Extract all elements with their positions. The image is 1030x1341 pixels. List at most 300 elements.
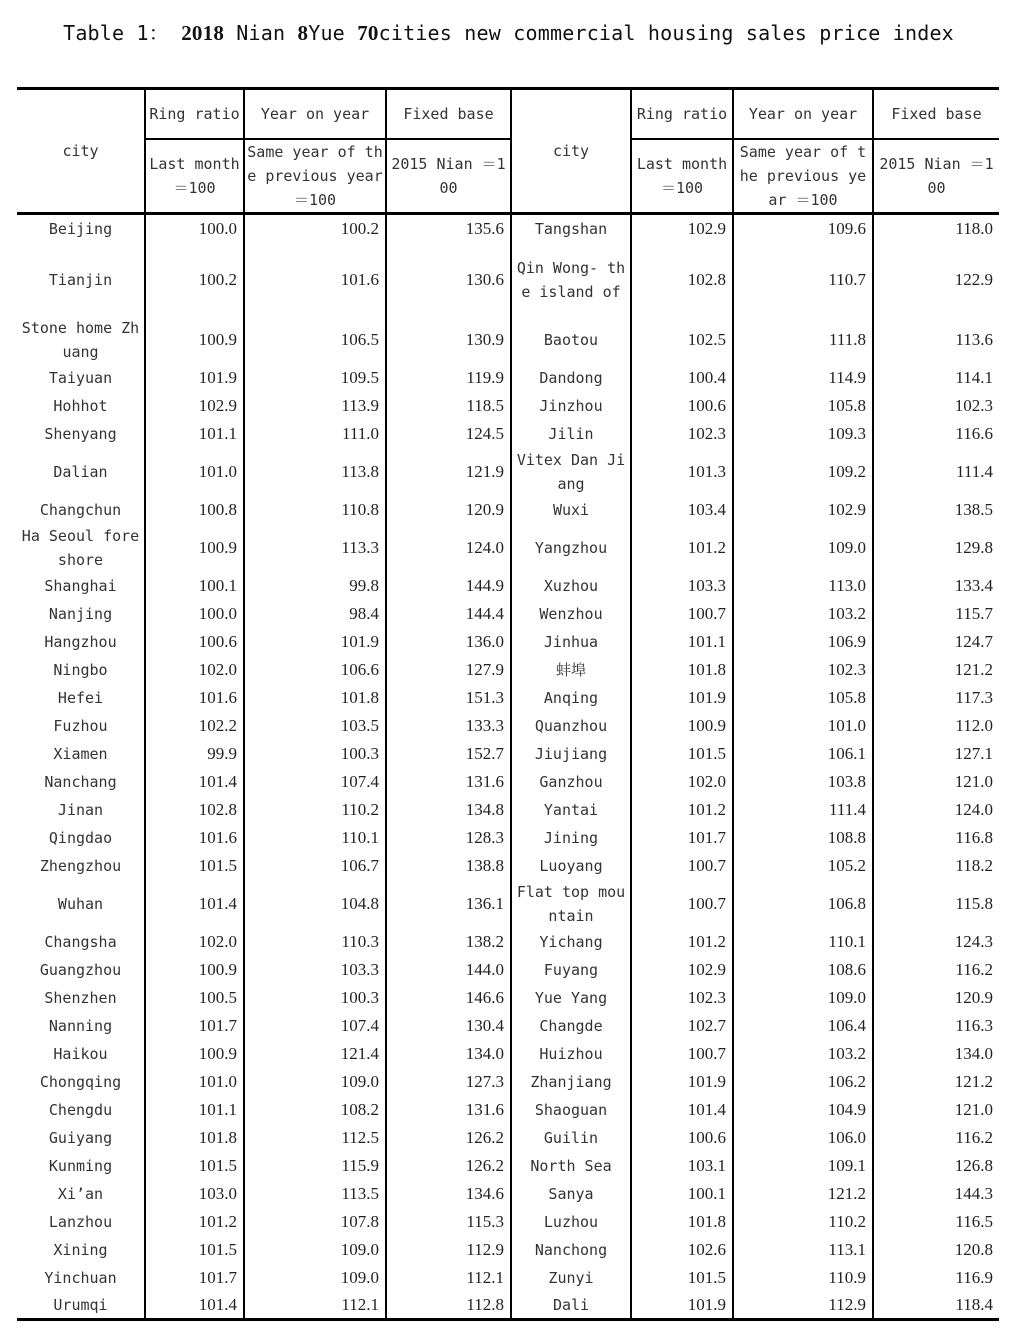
- table-row: [17, 712, 999, 740]
- left-year-on-year-cell: 104.8: [244, 880, 386, 928]
- right-year-on-year-cell: 106.8: [733, 880, 873, 928]
- right-city-cell: Changde: [511, 1012, 631, 1040]
- left-city-cell: Ha Seoul foreshore: [21, 526, 140, 569]
- right-ring-ratio-cell: 102.5: [631, 316, 733, 364]
- right-fixed-base-cell: 116.5: [873, 1208, 999, 1236]
- right-ring-ratio-cell: 101.5: [631, 740, 733, 768]
- right-city-cell: Zhanjiang: [511, 1068, 631, 1096]
- table-row: [17, 1096, 999, 1124]
- left-city-cell: Guiyang: [48, 1128, 113, 1147]
- table-row: [17, 496, 999, 524]
- table-row: [17, 448, 999, 496]
- table-row: [17, 244, 999, 316]
- table-row: [17, 600, 999, 628]
- left-year-on-year-cell: 100.3: [244, 740, 386, 768]
- right-city-cell: North Sea: [511, 1152, 631, 1180]
- right-fixed-base-cell: 121.2: [873, 656, 999, 684]
- right-year-on-year-cell: 104.9: [733, 1096, 873, 1124]
- right-city-cell: Xuzhou: [511, 572, 631, 600]
- right-ring-ratio-cell: 102.9: [631, 214, 733, 244]
- right-city-cell: Fuyang: [511, 956, 631, 984]
- left-city-cell: Chongqing: [39, 1072, 122, 1091]
- right-city-cell: Dali: [511, 1292, 631, 1320]
- right-year-on-year-cell: 102.9: [733, 496, 873, 524]
- left-fixed-base-cell: 131.6: [386, 1096, 511, 1124]
- table-row: [17, 824, 999, 852]
- right-year-on-year-cell: 109.0: [733, 984, 873, 1012]
- header-fixed-base-left: Fixed base: [386, 89, 511, 140]
- left-city-cell: Dalian: [53, 462, 108, 481]
- header-base-2015-left: 2015 Nian ＝100: [386, 139, 511, 214]
- left-year-on-year-cell: 110.2: [244, 796, 386, 824]
- right-ring-ratio-cell: 101.2: [631, 796, 733, 824]
- left-city-cell: Chengdu: [48, 1100, 113, 1119]
- right-city-cell: Tangshan: [511, 214, 631, 244]
- left-ring-ratio-cell: 101.6: [145, 684, 244, 712]
- right-ring-ratio-cell: 100.7: [631, 852, 733, 880]
- right-fixed-base-cell: 121.0: [873, 768, 999, 796]
- left-ring-ratio-cell: 101.4: [145, 1292, 244, 1320]
- table-row: [17, 1040, 999, 1068]
- right-ring-ratio-cell: 101.9: [631, 1292, 733, 1320]
- left-city-cell: Guangzhou: [39, 960, 122, 979]
- right-ring-ratio-cell: 100.7: [631, 880, 733, 928]
- left-city-cell: Urumqi: [53, 1295, 108, 1314]
- left-fixed-base-cell: 146.6: [386, 984, 511, 1012]
- left-city-cell: Hefei: [57, 688, 104, 707]
- right-ring-ratio-cell: 103.4: [631, 496, 733, 524]
- table-row: [17, 1152, 999, 1180]
- left-year-on-year-cell: 103.5: [244, 712, 386, 740]
- left-year-on-year-cell: 101.8: [244, 684, 386, 712]
- table-row: [17, 852, 999, 880]
- right-fixed-base-cell: 111.4: [873, 448, 999, 496]
- left-city-cell: Tianjin: [48, 270, 113, 289]
- table-row: [17, 1264, 999, 1292]
- left-year-on-year-cell: 109.0: [244, 1236, 386, 1264]
- left-year-on-year-cell: 107.8: [244, 1208, 386, 1236]
- right-fixed-base-cell: 118.2: [873, 852, 999, 880]
- right-ring-ratio-cell: 101.9: [631, 684, 733, 712]
- right-city-cell: Jinzhou: [511, 392, 631, 420]
- left-year-on-year-cell: 106.7: [244, 852, 386, 880]
- left-city-cell: Xi’an: [57, 1184, 104, 1203]
- left-year-on-year-cell: 106.5: [244, 316, 386, 364]
- right-fixed-base-cell: 116.6: [873, 420, 999, 448]
- left-ring-ratio-cell: 101.9: [145, 364, 244, 392]
- right-fixed-base-cell: 117.3: [873, 684, 999, 712]
- left-year-on-year-cell: 112.5: [244, 1124, 386, 1152]
- left-year-on-year-cell: 107.4: [244, 1012, 386, 1040]
- right-ring-ratio-cell: 101.2: [631, 928, 733, 956]
- table-row: [17, 524, 999, 572]
- left-fixed-base-cell: 144.9: [386, 572, 511, 600]
- right-fixed-base-cell: 134.0: [873, 1040, 999, 1068]
- right-fixed-base-cell: 122.9: [873, 244, 999, 316]
- left-fixed-base-cell: 134.6: [386, 1180, 511, 1208]
- left-fixed-base-cell: 121.9: [386, 448, 511, 496]
- right-city-cell: Jining: [511, 824, 631, 852]
- table-row: [17, 420, 999, 448]
- left-fixed-base-cell: 120.9: [386, 496, 511, 524]
- right-city-cell: Yantai: [511, 796, 631, 824]
- table-row: [17, 1068, 999, 1096]
- table-row: [17, 572, 999, 600]
- left-year-on-year-cell: 98.4: [244, 600, 386, 628]
- right-fixed-base-cell: 115.8: [873, 880, 999, 928]
- right-year-on-year-cell: 108.6: [733, 956, 873, 984]
- table-row: [17, 684, 999, 712]
- left-fixed-base-cell: 130.6: [386, 244, 511, 316]
- left-year-on-year-cell: 110.3: [244, 928, 386, 956]
- right-year-on-year-cell: 106.1: [733, 740, 873, 768]
- right-fixed-base-cell: 115.7: [873, 600, 999, 628]
- left-ring-ratio-cell: 99.9: [145, 740, 244, 768]
- table-row: [17, 928, 999, 956]
- left-year-on-year-cell: 112.1: [244, 1292, 386, 1320]
- right-year-on-year-cell: 105.8: [733, 684, 873, 712]
- right-ring-ratio-cell: 101.5: [631, 1264, 733, 1292]
- left-city-cell: Yinchuan: [44, 1268, 117, 1287]
- right-year-on-year-cell: 109.2: [733, 448, 873, 496]
- left-ring-ratio-cell: 100.9: [145, 1040, 244, 1068]
- left-city-cell: Shenzhen: [44, 988, 117, 1007]
- right-fixed-base-cell: 121.2: [873, 1068, 999, 1096]
- left-city-cell: Stone home Zhuang: [21, 318, 140, 361]
- right-year-on-year-cell: 112.9: [733, 1292, 873, 1320]
- right-year-on-year-cell: 103.2: [733, 600, 873, 628]
- right-year-on-year-cell: 110.9: [733, 1264, 873, 1292]
- right-city-cell: Yue Yang: [511, 984, 631, 1012]
- header-same-year-left: Same year of the previous year ＝100: [244, 139, 386, 214]
- right-city-cell: Yichang: [511, 928, 631, 956]
- left-fixed-base-cell: 138.2: [386, 928, 511, 956]
- right-ring-ratio-cell: 101.3: [631, 448, 733, 496]
- left-fixed-base-cell: 136.0: [386, 628, 511, 656]
- right-city-cell: Anqing: [511, 684, 631, 712]
- left-fixed-base-cell: 126.2: [386, 1124, 511, 1152]
- right-year-on-year-cell: 103.2: [733, 1040, 873, 1068]
- left-city-cell: Haikou: [53, 1044, 108, 1063]
- right-fixed-base-cell: 118.4: [873, 1292, 999, 1320]
- left-year-on-year-cell: 113.8: [244, 448, 386, 496]
- left-fixed-base-cell: 119.9: [386, 364, 511, 392]
- right-ring-ratio-cell: 102.0: [631, 768, 733, 796]
- right-year-on-year-cell: 114.9: [733, 364, 873, 392]
- left-city-cell: Zhengzhou: [39, 856, 122, 875]
- right-city-cell: Nanchong: [511, 1236, 631, 1264]
- right-ring-ratio-cell: 102.3: [631, 420, 733, 448]
- right-ring-ratio-cell: 101.2: [631, 524, 733, 572]
- left-year-on-year-cell: 109.0: [244, 1264, 386, 1292]
- right-city-cell: Vitex Dan Jiang: [511, 448, 631, 496]
- left-ring-ratio-cell: 100.5: [145, 984, 244, 1012]
- right-year-on-year-cell: 113.0: [733, 572, 873, 600]
- right-ring-ratio-cell: 100.6: [631, 1124, 733, 1152]
- left-city-cell: Qingdao: [48, 828, 113, 847]
- right-city-cell: Jinhua: [511, 628, 631, 656]
- left-year-on-year-cell: 106.6: [244, 656, 386, 684]
- left-year-on-year-cell: 115.9: [244, 1152, 386, 1180]
- right-fixed-base-cell: 127.1: [873, 740, 999, 768]
- table-body: [17, 214, 999, 1320]
- left-city-cell: Xining: [53, 1240, 108, 1259]
- right-ring-ratio-cell: 101.9: [631, 1068, 733, 1096]
- right-city-cell: Quanzhou: [511, 712, 631, 740]
- left-ring-ratio-cell: 102.2: [145, 712, 244, 740]
- header-city-right: city: [511, 89, 631, 214]
- left-ring-ratio-cell: 102.0: [145, 928, 244, 956]
- header-city-left: city: [17, 89, 145, 214]
- left-ring-ratio-cell: 103.0: [145, 1180, 244, 1208]
- header-year-on-year-left: Year on year: [244, 89, 386, 140]
- table-row: [17, 796, 999, 824]
- right-fixed-base-cell: 116.8: [873, 824, 999, 852]
- right-city-cell: Wuxi: [511, 496, 631, 524]
- right-ring-ratio-cell: 101.4: [631, 1096, 733, 1124]
- right-ring-ratio-cell: 101.8: [631, 1208, 733, 1236]
- left-ring-ratio-cell: 101.0: [145, 1068, 244, 1096]
- table-row: [17, 956, 999, 984]
- right-ring-ratio-cell: 102.8: [631, 244, 733, 316]
- table-row: [17, 1208, 999, 1236]
- right-year-on-year-cell: 110.2: [733, 1208, 873, 1236]
- right-city-cell: Ganzhou: [511, 768, 631, 796]
- right-fixed-base-cell: 120.9: [873, 984, 999, 1012]
- left-city-cell: Changchun: [39, 500, 122, 519]
- left-city-cell: Ningbo: [53, 660, 108, 679]
- left-fixed-base-cell: 127.9: [386, 656, 511, 684]
- right-fixed-base-cell: 138.5: [873, 496, 999, 524]
- right-city-cell: Luzhou: [511, 1208, 631, 1236]
- left-ring-ratio-cell: 101.7: [145, 1012, 244, 1040]
- right-ring-ratio-cell: 102.7: [631, 1012, 733, 1040]
- right-city-cell: Flat top mountain: [511, 880, 631, 928]
- right-ring-ratio-cell: 101.8: [631, 656, 733, 684]
- header-year-on-year-right: Year on year: [733, 89, 873, 140]
- right-city-cell: Huizhou: [511, 1040, 631, 1068]
- left-year-on-year-cell: 110.1: [244, 824, 386, 852]
- left-year-on-year-cell: 121.4: [244, 1040, 386, 1068]
- right-ring-ratio-cell: 102.6: [631, 1236, 733, 1264]
- left-year-on-year-cell: 109.5: [244, 364, 386, 392]
- header-last-month-right: Last month ＝100: [631, 139, 733, 214]
- table-row: [17, 628, 999, 656]
- left-city-cell: Beijing: [48, 220, 113, 239]
- right-ring-ratio-cell: 103.3: [631, 572, 733, 600]
- right-ring-ratio-cell: 100.6: [631, 392, 733, 420]
- right-city-cell: Jilin: [511, 420, 631, 448]
- left-ring-ratio-cell: 100.9: [145, 956, 244, 984]
- header-last-month-left: Last month ＝100: [145, 139, 244, 214]
- left-city-cell: Shenyang: [44, 424, 117, 443]
- left-fixed-base-cell: 112.8: [386, 1292, 511, 1320]
- left-year-on-year-cell: 107.4: [244, 768, 386, 796]
- right-year-on-year-cell: 110.1: [733, 928, 873, 956]
- right-fixed-base-cell: 124.0: [873, 796, 999, 824]
- left-ring-ratio-cell: 102.0: [145, 656, 244, 684]
- right-fixed-base-cell: 144.3: [873, 1180, 999, 1208]
- table-row: [17, 1180, 999, 1208]
- left-fixed-base-cell: 151.3: [386, 684, 511, 712]
- left-fixed-base-cell: 134.8: [386, 796, 511, 824]
- right-ring-ratio-cell: 100.1: [631, 1180, 733, 1208]
- left-year-on-year-cell: 101.9: [244, 628, 386, 656]
- left-fixed-base-cell: 144.4: [386, 600, 511, 628]
- table-row: [17, 214, 999, 244]
- left-year-on-year-cell: 100.3: [244, 984, 386, 1012]
- header-base-2015-right: 2015 Nian ＝100: [873, 139, 999, 214]
- left-fixed-base-cell: 135.6: [386, 214, 511, 244]
- right-year-on-year-cell: 102.3: [733, 656, 873, 684]
- table-row: [17, 1236, 999, 1264]
- right-year-on-year-cell: 113.1: [733, 1236, 873, 1264]
- left-city-cell: Hangzhou: [44, 632, 117, 651]
- left-ring-ratio-cell: 100.1: [145, 572, 244, 600]
- left-city-cell: Shanghai: [44, 576, 117, 595]
- left-fixed-base-cell: 134.0: [386, 1040, 511, 1068]
- left-fixed-base-cell: 112.9: [386, 1236, 511, 1264]
- right-year-on-year-cell: 121.2: [733, 1180, 873, 1208]
- right-ring-ratio-cell: 103.1: [631, 1152, 733, 1180]
- left-fixed-base-cell: 144.0: [386, 956, 511, 984]
- left-fixed-base-cell: 138.8: [386, 852, 511, 880]
- table-row: [17, 1292, 999, 1320]
- left-fixed-base-cell: 136.1: [386, 880, 511, 928]
- left-year-on-year-cell: 113.5: [244, 1180, 386, 1208]
- right-year-on-year-cell: 108.8: [733, 824, 873, 852]
- right-fixed-base-cell: 112.0: [873, 712, 999, 740]
- table-row: [17, 768, 999, 796]
- right-year-on-year-cell: 109.0: [733, 524, 873, 572]
- right-ring-ratio-cell: 102.3: [631, 984, 733, 1012]
- right-ring-ratio-cell: 100.7: [631, 600, 733, 628]
- left-city-cell: Nanning: [48, 1016, 113, 1035]
- right-ring-ratio-cell: 101.1: [631, 628, 733, 656]
- right-fixed-base-cell: 124.7: [873, 628, 999, 656]
- title-year: 2018: [181, 21, 225, 45]
- right-fixed-base-cell: 116.2: [873, 956, 999, 984]
- left-ring-ratio-cell: 101.5: [145, 852, 244, 880]
- right-city-cell: Shaoguan: [511, 1096, 631, 1124]
- left-city-cell: Wuhan: [57, 894, 104, 913]
- left-fixed-base-cell: 152.7: [386, 740, 511, 768]
- right-fixed-base-cell: 116.2: [873, 1124, 999, 1152]
- right-year-on-year-cell: 106.0: [733, 1124, 873, 1152]
- right-city-cell: Wenzhou: [511, 600, 631, 628]
- header-ring-ratio-right: Ring ratio: [631, 89, 733, 140]
- right-city-cell: Luoyang: [511, 852, 631, 880]
- left-ring-ratio-cell: 100.2: [145, 244, 244, 316]
- right-year-on-year-cell: 109.6: [733, 214, 873, 244]
- left-year-on-year-cell: 103.3: [244, 956, 386, 984]
- title-count: 70: [357, 21, 379, 45]
- left-fixed-base-cell: 130.9: [386, 316, 511, 364]
- right-city-cell: Qin Wong- the island of: [511, 244, 631, 316]
- right-city-cell: Dandong: [511, 364, 631, 392]
- right-ring-ratio-cell: 100.9: [631, 712, 733, 740]
- left-year-on-year-cell: 113.3: [244, 524, 386, 572]
- right-city-cell: 蚌埠: [511, 656, 631, 684]
- title-prefix: Table 1：: [63, 21, 169, 45]
- right-city-cell: Jiujiang: [511, 740, 631, 768]
- header-fixed-base-right: Fixed base: [873, 89, 999, 140]
- right-year-on-year-cell: 110.7: [733, 244, 873, 316]
- right-year-on-year-cell: 101.0: [733, 712, 873, 740]
- table-row: [17, 656, 999, 684]
- right-year-on-year-cell: 106.2: [733, 1068, 873, 1096]
- right-fixed-base-cell: 118.0: [873, 214, 999, 244]
- right-year-on-year-cell: 106.4: [733, 1012, 873, 1040]
- right-city-cell: Guilin: [511, 1124, 631, 1152]
- table-row: [17, 364, 999, 392]
- left-ring-ratio-cell: 101.8: [145, 1124, 244, 1152]
- left-ring-ratio-cell: 101.5: [145, 1152, 244, 1180]
- left-fixed-base-cell: 118.5: [386, 392, 511, 420]
- left-ring-ratio-cell: 101.6: [145, 824, 244, 852]
- left-fixed-base-cell: 131.6: [386, 768, 511, 796]
- right-year-on-year-cell: 103.8: [733, 768, 873, 796]
- left-ring-ratio-cell: 100.6: [145, 628, 244, 656]
- left-ring-ratio-cell: 100.8: [145, 496, 244, 524]
- price-index-table: [17, 87, 999, 1321]
- table-row: [17, 740, 999, 768]
- left-ring-ratio-cell: 102.8: [145, 796, 244, 824]
- left-year-on-year-cell: 111.0: [244, 420, 386, 448]
- table-row: [17, 984, 999, 1012]
- left-ring-ratio-cell: 101.2: [145, 1208, 244, 1236]
- right-year-on-year-cell: 109.3: [733, 420, 873, 448]
- table-row: [17, 880, 999, 928]
- left-fixed-base-cell: 124.5: [386, 420, 511, 448]
- right-fixed-base-cell: 129.8: [873, 524, 999, 572]
- left-year-on-year-cell: 99.8: [244, 572, 386, 600]
- right-fixed-base-cell: 102.3: [873, 392, 999, 420]
- title-nian: Nian: [236, 21, 286, 45]
- left-ring-ratio-cell: 101.7: [145, 1264, 244, 1292]
- left-fixed-base-cell: 130.4: [386, 1012, 511, 1040]
- left-year-on-year-cell: 101.6: [244, 244, 386, 316]
- right-city-cell: Zunyi: [511, 1264, 631, 1292]
- left-city-cell: Fuzhou: [53, 716, 108, 735]
- right-fixed-base-cell: 121.0: [873, 1096, 999, 1124]
- right-year-on-year-cell: 105.2: [733, 852, 873, 880]
- right-ring-ratio-cell: 101.7: [631, 824, 733, 852]
- left-fixed-base-cell: 126.2: [386, 1152, 511, 1180]
- left-ring-ratio-cell: 102.9: [145, 392, 244, 420]
- right-ring-ratio-cell: 100.4: [631, 364, 733, 392]
- left-ring-ratio-cell: 101.5: [145, 1236, 244, 1264]
- right-fixed-base-cell: 124.3: [873, 928, 999, 956]
- title-month: 8: [297, 21, 309, 45]
- left-city-cell: Lanzhou: [48, 1212, 113, 1231]
- left-city-cell: Kunming: [48, 1156, 113, 1175]
- right-year-on-year-cell: 111.4: [733, 796, 873, 824]
- left-ring-ratio-cell: 101.4: [145, 768, 244, 796]
- left-year-on-year-cell: 110.8: [244, 496, 386, 524]
- left-city-cell: Xiamen: [53, 744, 108, 763]
- right-fixed-base-cell: 114.1: [873, 364, 999, 392]
- right-fixed-base-cell: 120.8: [873, 1236, 999, 1264]
- right-fixed-base-cell: 113.6: [873, 316, 999, 364]
- table-row: [17, 316, 999, 364]
- left-ring-ratio-cell: 100.9: [145, 524, 244, 572]
- left-ring-ratio-cell: 101.1: [145, 1096, 244, 1124]
- left-fixed-base-cell: 112.1: [386, 1264, 511, 1292]
- right-year-on-year-cell: 105.8: [733, 392, 873, 420]
- right-year-on-year-cell: 111.8: [733, 316, 873, 364]
- left-ring-ratio-cell: 100.0: [145, 600, 244, 628]
